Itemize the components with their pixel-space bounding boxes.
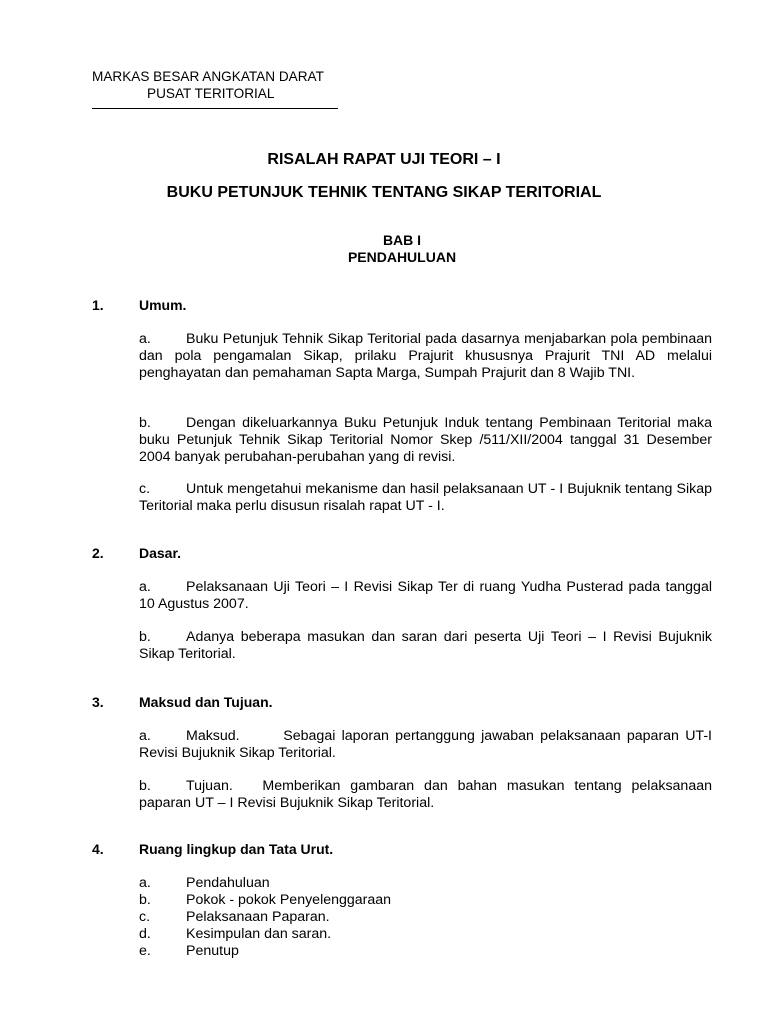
org-unit: PUSAT TERITORIAL — [147, 86, 275, 101]
paragraph-label: a. — [139, 728, 151, 744]
paragraph-text: Adanya beberapa masukan dan saran dari peserta Uji Teori – I Revisi Bujuknik Sikap Teritorial. — [139, 629, 712, 662]
list-item-text: Pelaksanaan Paparan. — [186, 909, 330, 925]
paragraph — [139, 629, 712, 663]
list-item — [139, 909, 330, 926]
section-number: 1. — [92, 297, 104, 313]
document-subtitle: BUKU PETUNJUK TEHNIK TENTANG SIKAP TERITORIAL — [166, 184, 602, 201]
paragraph-label: a. — [139, 579, 151, 595]
list-item-label: c. — [139, 909, 151, 925]
list-item-label: d. — [139, 926, 151, 942]
list-item — [139, 926, 331, 943]
paragraph-text: Untuk mengetahui mekanisme dan hasil pelaksanaan UT - I Bujuknik tentang Sikap Teritorial maka perlu disusun risalah rapat UT - I. — [139, 481, 712, 514]
paragraph — [139, 778, 716, 812]
list-item — [139, 892, 391, 909]
paragraph-text: Dengan dikeluarkannya Buku Petunjuk Induk tentang Pembinaan Teritorial maka buku Petunjuk Tehnik Sikap Teritorial Nomor Skep /511/XII/2004 tanggal 31 Desember 2004 banyak perubahan-perubahan yang di revisi. — [139, 415, 712, 465]
paragraph-label: b. — [139, 629, 151, 645]
paragraph — [139, 579, 712, 613]
chapter-name: PENDAHULUAN — [347, 249, 457, 265]
paragraph-label: b. — [139, 778, 151, 794]
paragraph-label: b. — [139, 415, 151, 431]
paragraph — [139, 415, 712, 466]
list-item-text: Kesimpulan dan saran. — [186, 926, 332, 942]
chapter-number: BAB I — [382, 232, 422, 248]
section-title: Umum. — [139, 297, 187, 313]
section-title: Ruang lingkup dan Tata Urut. — [139, 841, 334, 857]
org-name: MARKAS BESAR ANGKATAN DARAT — [92, 69, 324, 84]
section-number: 3. — [92, 694, 104, 710]
paragraph — [139, 728, 716, 762]
section-title: Dasar. — [139, 545, 182, 561]
list-item-label: e. — [139, 943, 151, 959]
list-item — [139, 943, 239, 960]
paragraph-text: Pelaksanaan Uji Teori – I Revisi Sikap Ter di ruang Yudha Pusterad pada tanggal 10 Agustus 2007. — [139, 579, 712, 612]
document-title: RISALAH RAPAT UJI TEORI – I — [267, 151, 501, 168]
list-item-text: Pokok - pokok Penyelenggaraan — [186, 892, 392, 908]
list-item-label: b. — [139, 892, 151, 908]
list-item — [139, 875, 270, 892]
paragraph-text: Maksud. Sebagai laporan pertanggung jawaban pelaksanaan paparan UT-I Revisi Bujuknik Sikap Teritorial. — [139, 728, 716, 761]
letterhead-underline — [92, 108, 338, 109]
section-title: Maksud dan Tujuan. — [139, 694, 273, 710]
list-item-label: a. — [139, 875, 151, 891]
paragraph-text: Buku Petunjuk Tehnik Sikap Teritorial pada dasarnya menjabarkan pola pembinaan dan pola pengamalan Sikap, prilaku Prajurit khususnya Prajurit TNI AD melalui penghayatan dan pemahaman Sapta Marga, Sumpah Prajurit dan 8 Wajib TNI. — [139, 331, 712, 381]
list-item-text: Penutup — [186, 943, 239, 959]
letterhead — [92, 68, 338, 109]
section-number: 2. — [92, 545, 104, 561]
paragraph-label: c. — [139, 481, 151, 497]
section-number: 4. — [92, 841, 104, 857]
paragraph — [139, 331, 712, 382]
paragraph-text: Tujuan. Memberikan gambaran dan bahan masukan tentang pelaksanaan paparan UT – I Revisi Bujuknik Sikap Teritorial. — [139, 778, 716, 811]
paragraph-label: a. — [139, 331, 151, 347]
list-item-text: Pendahuluan — [186, 875, 270, 891]
paragraph — [139, 481, 712, 515]
